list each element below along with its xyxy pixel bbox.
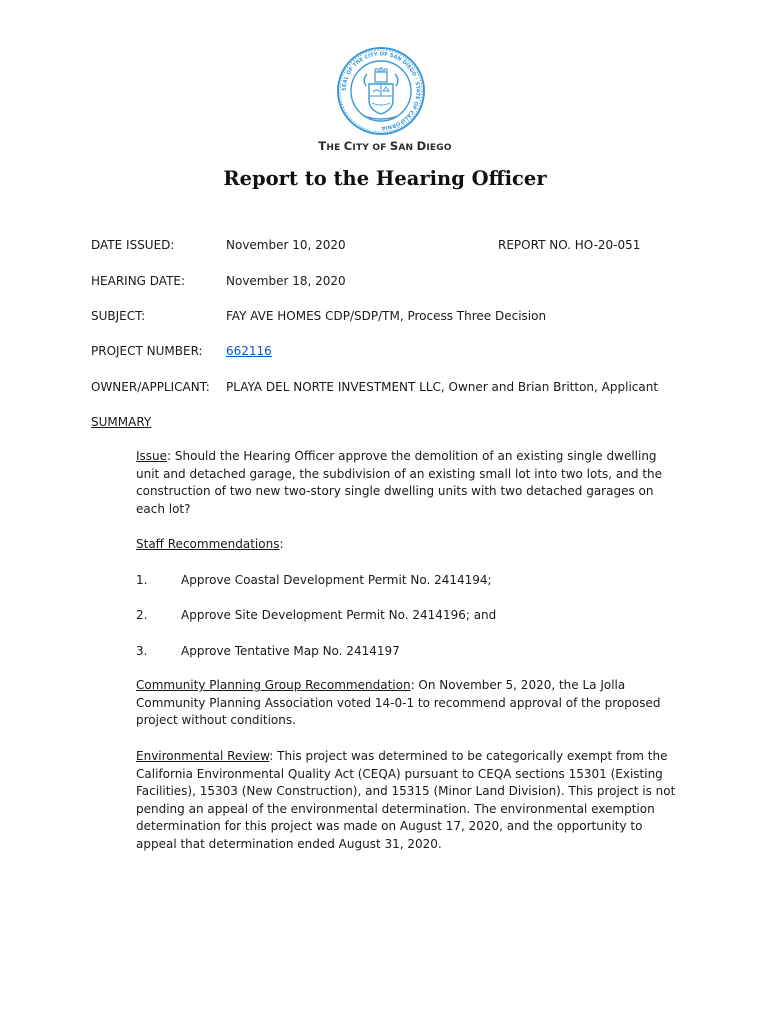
recommendation-text: Approve Site Development Permit No. 2414196; and (181, 608, 497, 622)
report-number: REPORT NO. HO-20-051 (498, 238, 641, 252)
community-planning-text: : On November 5, 2020, the La Jolla Community Planning Association voted 14-0-1 to recommend approval of the proposed project without conditions. (136, 678, 661, 727)
seal-ring-text: SEAL OF THE CITY OF SAN DIEGO · STATE OF CALIFORNIA (341, 51, 421, 131)
community-planning-paragraph (136, 677, 676, 730)
subject-value: FAY AVE HOMES CDP/SDP/TM, Process Three Decision (226, 309, 547, 323)
page-title: Report to the Hearing Officer (223, 167, 547, 190)
environmental-review-paragraph (136, 748, 676, 853)
recommendation-text: Approve Tentative Map No. 2414197 (181, 644, 400, 658)
date-issued-label: DATE ISSUED: (91, 238, 175, 252)
city-seal-icon (336, 46, 426, 136)
project-number-link[interactable]: 662116 (226, 344, 272, 358)
environmental-review-label: Environmental Review (136, 749, 270, 763)
owner-applicant-label: OWNER/APPLICANT: (91, 380, 210, 394)
environmental-review-text: : This project was determined to be categorically exempt from the California Environmental Quality Act (CEQA) pursuant to CEQA sections 15301 (Existing Facilities), 15303 (New Construction), and 15315 (Minor Land Division). This project is not pending an appeal of the environmental determination. The environmental exemption determination for this project was made on August 17, 2020, and the opportunity to appeal that determination ended August 31, 2020. (136, 749, 676, 851)
summary-heading: SUMMARY (91, 415, 152, 429)
recommendation-number: 1. (136, 573, 148, 587)
staff-recommendations-label: Staff Recommendations (136, 537, 280, 551)
recommendation-number: 3. (136, 644, 148, 658)
date-issued-value: November 10, 2020 (226, 238, 346, 252)
city-seal (336, 46, 426, 136)
hearing-date-value: November 18, 2020 (226, 274, 346, 288)
recommendation-number: 2. (136, 608, 148, 622)
staff-recommendations-heading: Staff Recommendations: (136, 537, 284, 551)
city-name: THE CITY OF SAN DIEGO (318, 139, 452, 153)
recommendation-text: Approve Coastal Development Permit No. 2414194; (181, 573, 492, 587)
owner-applicant-value: PLAYA DEL NORTE INVESTMENT LLC, Owner and Brian Britton, Applicant (226, 380, 659, 394)
issue-label: Issue (136, 449, 168, 463)
project-number-label: PROJECT NUMBER: (91, 344, 203, 358)
issue-paragraph (136, 448, 676, 518)
subject-label: SUBJECT: (91, 309, 146, 323)
community-planning-label: Community Planning Group Recommendation (136, 678, 411, 692)
hearing-date-label: HEARING DATE: (91, 274, 186, 288)
issue-text: : Should the Hearing Officer approve the demolition of an existing single dwelling unit and detached garage, the subdivision of an existing small lot into two lots, and the construction of two new two-story single dwelling units with two detached garages on each lot? (136, 449, 663, 516)
